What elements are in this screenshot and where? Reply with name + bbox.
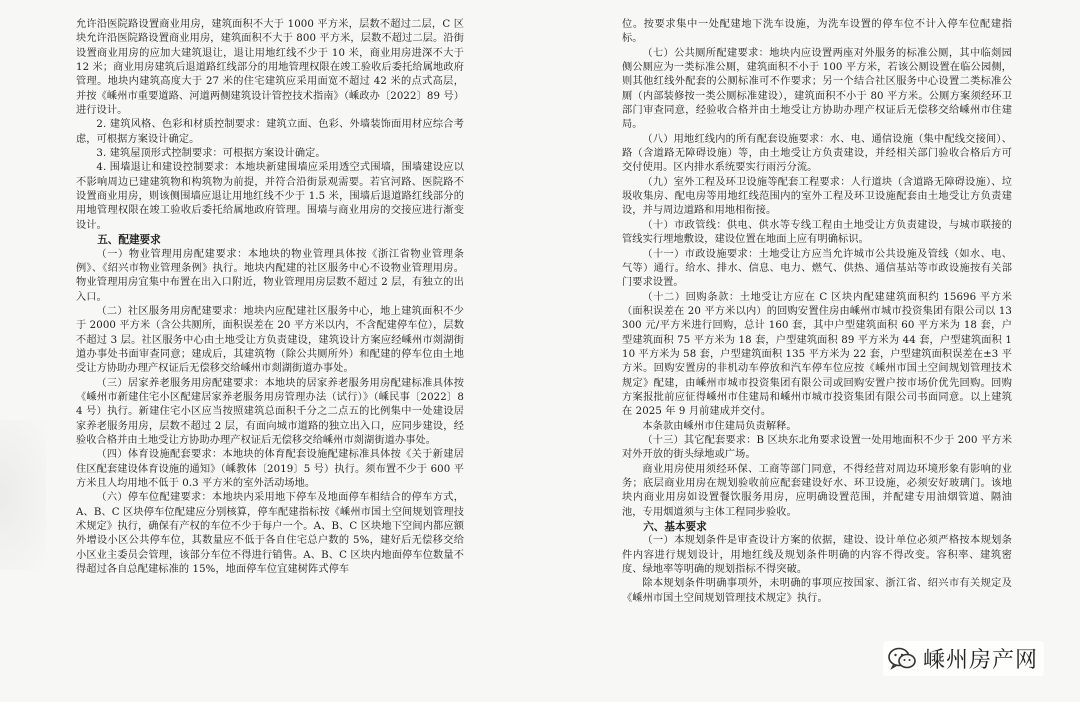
paragraph: （十二）回购条款：土地受让方应在 C 区块内配建建筑面积约 15696 平方米（面积误差在 20 平方米以内）的回购安置住房由嵊州市城市投资集团有限公司以 13300 元/平方米进行回购，总计 160 套，其中户型建筑面积 60 平方米为 18 套，户型建筑面积 75 平方米为 18 套，户型建筑面积 89 平方米为 44 套，户型建筑面积 110 平方米为 58 套，户型建筑面积 135 平方米为 22 套，户型建筑面积误差在±3 平方米。回购安置房的非机动车停放和汽车停车位应按《嵊州市国土空间规划管理技术规定》配建，由嵊州市城市投资集团有限公司或回购安置户按市场价优先回购。回购方案报批前应征得嵊州市住建局和嵊州市城市投资集团有限公司书面同意。以上建筑在 2025 年 9 月前建成并交付。 [622,291,1012,418]
paragraph: 3. 建筑屋顶形式控制要求：可根据方案设计确定。 [96,148,326,160]
paragraph: 本条款由嵊州市住建局负责解释。 [642,420,797,432]
paragraph: （一）物业管理用房配建要求：本地块的物业管理具体按《浙江省物业管理条例》、《绍兴市物业管理条例》执行。地块内配建的社区服务中心不设物业管理用房。物业管理用房宜集中布置在出入口附近，物业管理用房层数不超过 2 层，有独立的出入口。 [76,248,464,303]
paragraph: （十）市政管线：供电、供水等专线工程由土地受让方负责建设，与城市联接的管线实行埋地敷设，建设位置在地面上应有明确标识。 [622,219,1012,246]
watermark-text: 嵊州房产网 [922,648,1038,673]
paragraph: 2. 建筑风格、色彩和材质控制要求：建筑立面、色彩、外墙装饰面用材应综合考虑，可根据方案设计确定。 [76,119,464,145]
paragraph: （六）停车位配建要求：本地块内采用地下停车及地面停车相结合的停车方式，A、B、C 区块停车位配建应分别核算，停车配建指标按《嵊州市国土空间规划管理技术规定》执行，确保有产权的车位不少于每户一个。A、B、C 区块地下空间内都应额外增设小区公共停车位，其数量应不低于各自住宅总户数的 5%，建好后无偿移交给小区业主委员会管理，该部分车位不得进行销售。A、B、C 区块内地面停车位数量不得超过各自总配建标准的 15%，地面停车位宜建树阵式停车 [76,492,464,576]
left-text-column [76,18,464,577]
scan-shadow [0,420,46,570]
paragraph: （七）公共厕所配建要求：地块内应设置两座对外服务的标准公厕，其中临剡园侧公厕应为一类标准公厕，建筑面积不小于 100 平方米，若该公厕设置在临公园侧，则其他红线外配套的公厕标准可不作要求；另一个结合社区服务中心设置二类标准公厕（内部装修按一类公厕标准建设），建筑面积不小于 80 平方米。公厕方案须经环卫部门审查同意，经验收合格并由土地受让方协助办理产权证后无偿移交给嵊州市住建局。 [622,47,1012,131]
right-text-column [622,18,1012,606]
watermark [883,641,1044,676]
paragraph: 位。按要求集中一处配建地下洗车设施，为洗车设置的停车位不计入停车位配建指标。 [622,19,1012,45]
paragraph: （三）居家养老服务用房配建要求：本地块的居家养老服务用房配建标准具体按《嵊州市新建住宅小区配建居家养老服务用房管理办法（试行）》（嵊民事〔2022〕84 号）执行。新建住宅小区应当按照建筑总面积千分之二点五的比例集中一处建设居家养老服务用房，层数不超过 2 层，有面向城市道路的独立出入口，应同步建设，经验收合格并由土地受让方协助办理产权证后无偿移交给嵊州市剡湖街道办事处。 [76,377,464,446]
paragraph: 商业用房使用须经环保、工商等部门同意，不得经营对周边环境形象有影响的业务；底层商业用房在规划验收前应配套建设好水、环卫设施，必须安好玻璃门。该地块内商业用房如设置餐饮服务用房，应明确设置范围，并配建专用油烟管道、隔油池，专用烟道须与主体工程同步验收。 [622,463,1012,518]
section-heading: 五、配建要求 [97,234,161,247]
paragraph: （一）本规划条件是审查设计方案的依据，建设、设计单位必须严格按本规划条件内容进行规划设计，用地红线及规划条件明确的内容不得改变。容积率、建筑密度、绿地率等明确的规划指标不得突破。 [622,535,1012,576]
wechat-icon [887,646,917,672]
paragraph: （八）用地红线内的所有配套设施要求：水、电、通信设施（集中配线交接间）、路（含道路无障碍设施）等，由土地受让方负责建设，并经相关部门验收合格后方可交付使用。区内排水系统要实行雨污分流。 [622,133,1012,174]
paragraph: （十三）其它配套要求：B 区块东北角要求设置一处用地面积不少于 200 平方米对外开放的街头绿地或广场。 [622,434,1012,461]
paragraph: （十一）市政设施要求：土地受让方应当允许城市公共设施及管线（如水、电、气等）通行。给水、排水、信息、电力、燃气、供热、通信基站等市政设施按有关部门要求设置。 [622,248,1012,289]
paragraph: 4. 围墙退让和建设控制要求：本地块新建围墙应采用透空式围墙，围墙建设应以不影响周边已建建筑物和构筑物为前提，并符合沿街景观需要。若官河路、医院路不设置商业用房，则该侧围墙应退让用地红线不少于 1.5 米，围墙后退道路红线部分的用地管理权限在竣工验收后委托给属地政府管理。围墙与商业用房的交接应进行渐变设计。 [76,162,464,231]
paragraph: （二）社区服务用房配建要求：地块内应配建社区服务中心，地上建筑面积不少于 2000 平方米（含公共厕所，面积误差在 20 平方米以内，不含配建停车位），层数不超过 3 层。社区服务中心由土地受让方负责建设，建筑设计方案应经嵊州市剡湖街道办事处书面审查同意；建成后，其建筑物（除公共厕所外）和配建的停车位由土地受让方协助办理产权证后无偿移交给嵊州市剡湖街道办事处。 [76,305,464,375]
paragraph: 允许沿医院路设置商业用房，建筑面积不大于 1000 平方米，层数不超过二层，C 区块允许沿医院路设置商业用房，建筑面积不大于 800 平方米，层数不超过二层。沿街设置商业用房的应加大建筑退让，退让用地红线不少于 10 米，商业用房进深不大于 12 米；商业用房建筑后退道路红线部分的用地管理权限在竣工验收后委托给属地政府管理。地块内建筑高度大于 27 米的住宅建筑应采用面宽不超过 42 米的点式高层，并按《嵊州市重要道路、河道两侧建筑设计管控技术指南》（嵊政办〔2022〕89 号）进行设计。 [76,19,464,117]
paragraph: （四）体育设施配套要求：本地块的体育配套设施配建标准具体按《关于新建居住区配套建设体育设施的通知》（嵊教体〔2019〕5 号）执行。须布置不少于 600 平方米且人均用地不低于 0.3 平方米的室外活动场地。 [76,449,464,489]
paragraph: （九）室外工程及环卫设施等配套工程要求：人行道块（含道路无障碍设施）、垃圾收集房、配电房等用地红线范围内的室外工程及环卫设施配套由土地受让方负责建设，并与周边道路和用地相衔接。 [622,176,1012,217]
section-heading: 六、基本要求 [643,521,707,534]
paragraph: 除本规划条件明确事项外，未明确的事项应按国家、浙江省、绍兴市有关规定及《嵊州市国土空间规划管理技术规定》执行。 [622,578,1012,604]
